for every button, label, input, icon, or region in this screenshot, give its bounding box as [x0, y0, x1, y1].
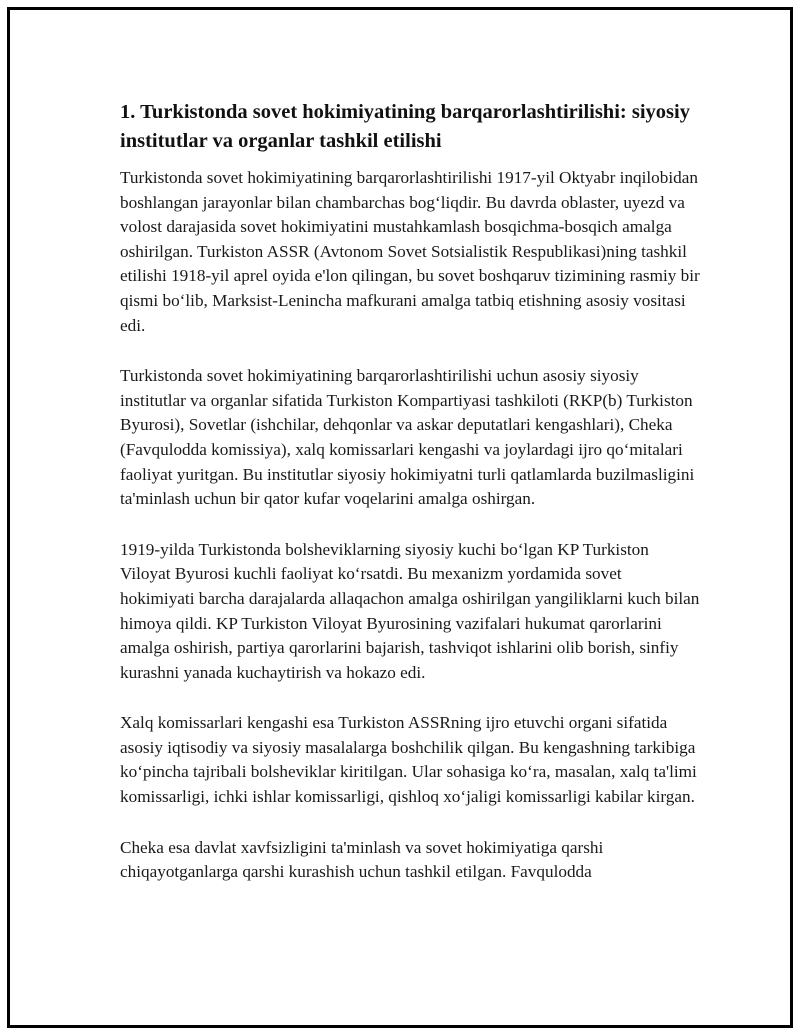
- paragraph-3: 1919-yilda Turkistonda bolsheviklarning siyosiy kuchi bo‘lgan KP Turkiston Viloyat Byurosi kuchli faoliyat ko‘rsatdi. Bu mexanizm yordamida sovet hokimiyati barcha darajalarda allaqachon amalga oshirilgan yangiliklarni kuch bilan himoya qildi. KP Turkiston Viloyat Byurosining vazifalari hukumat qarorlarini amalga oshirish, partiya qarorlarini bajarish, tashviqot ishlarini olib borish, sinfiy kurashni yanada kuchaytirish va hokazo edi.: [120, 539, 700, 682]
- page-frame: [7, 7, 793, 1028]
- paragraph-5: Cheka esa davlat xavfsizligini ta'minlash va sovet hokimiyatiga qarshi chiqayotganlarga qarshi kurashish uchun tashkil etilgan. Favqulodda: [120, 837, 604, 882]
- paragraph-1: Turkistonda sovet hokimiyatining barqarorlashtirilishi 1917-yil Oktyabr inqilobidan boshlangan jarayonlar bilan chambarchas bog‘liqdir. Bu davrda oblaster, uyezd va volost darajasida sovet hokimiyatini mustahkamlash bosqichma-bosqich amalga oshirilgan. Turkiston ASSR (Avtonom Sovet Sotsialistik Respublikasi)ning tashkil etilishi 1918-yil aprel oyida e'lon qilingan, bu sovet boshqaruv tizimining rasmiy bir qismi bo‘lib, Marksist-Lenincha mafkurani amalga tatbiq etishning asosiy vositasi edi.: [120, 168, 700, 335]
- paragraph-4: Xalq komissarlari kengashi esa Turkiston ASSRning ijro etuvchi organi sifatida asosiy iqtisodiy va siyosiy masalalarga boshchilik qilgan. Bu kengashning tarkibiga ko‘pincha tajribali bolsheviklar kiritilgan. Ular sohasiga ko‘ra, masalan, xalq ta'limi komissarligi, ichki ishlar komissarligi, qishloq xo‘jaligi komissarligi kabilar kirgan.: [120, 713, 697, 807]
- paragraph-2: Turkistonda sovet hokimiyatining barqarorlashtirilishi uchun asosiy siyosiy institutlar va organlar sifatida Turkiston Kompartiyasi tashkiloti (RKP(b) Turkiston Byurosi), Sovetlar (ishchilar, dehqonlar va askar deputatlari kengashlari), Cheka (Favqulodda komissiya), xalq komissarlari kengashi va joylardagi ijro qo‘mitalari faoliyat yuritgan. Bu institutlar siyosiy hokimiyatni turli qatlamlarda buzilmasligini ta'minlash uchun bir qator kufar voqelarini amalga oshirgan.: [120, 366, 695, 509]
- document-body: [120, 98, 700, 911]
- document-title: 1. Turkistonda sovet hokimiyatining barqarorlashtirilishi: siyosiy institutlar va organlar tashkil etilishi: [120, 101, 690, 152]
